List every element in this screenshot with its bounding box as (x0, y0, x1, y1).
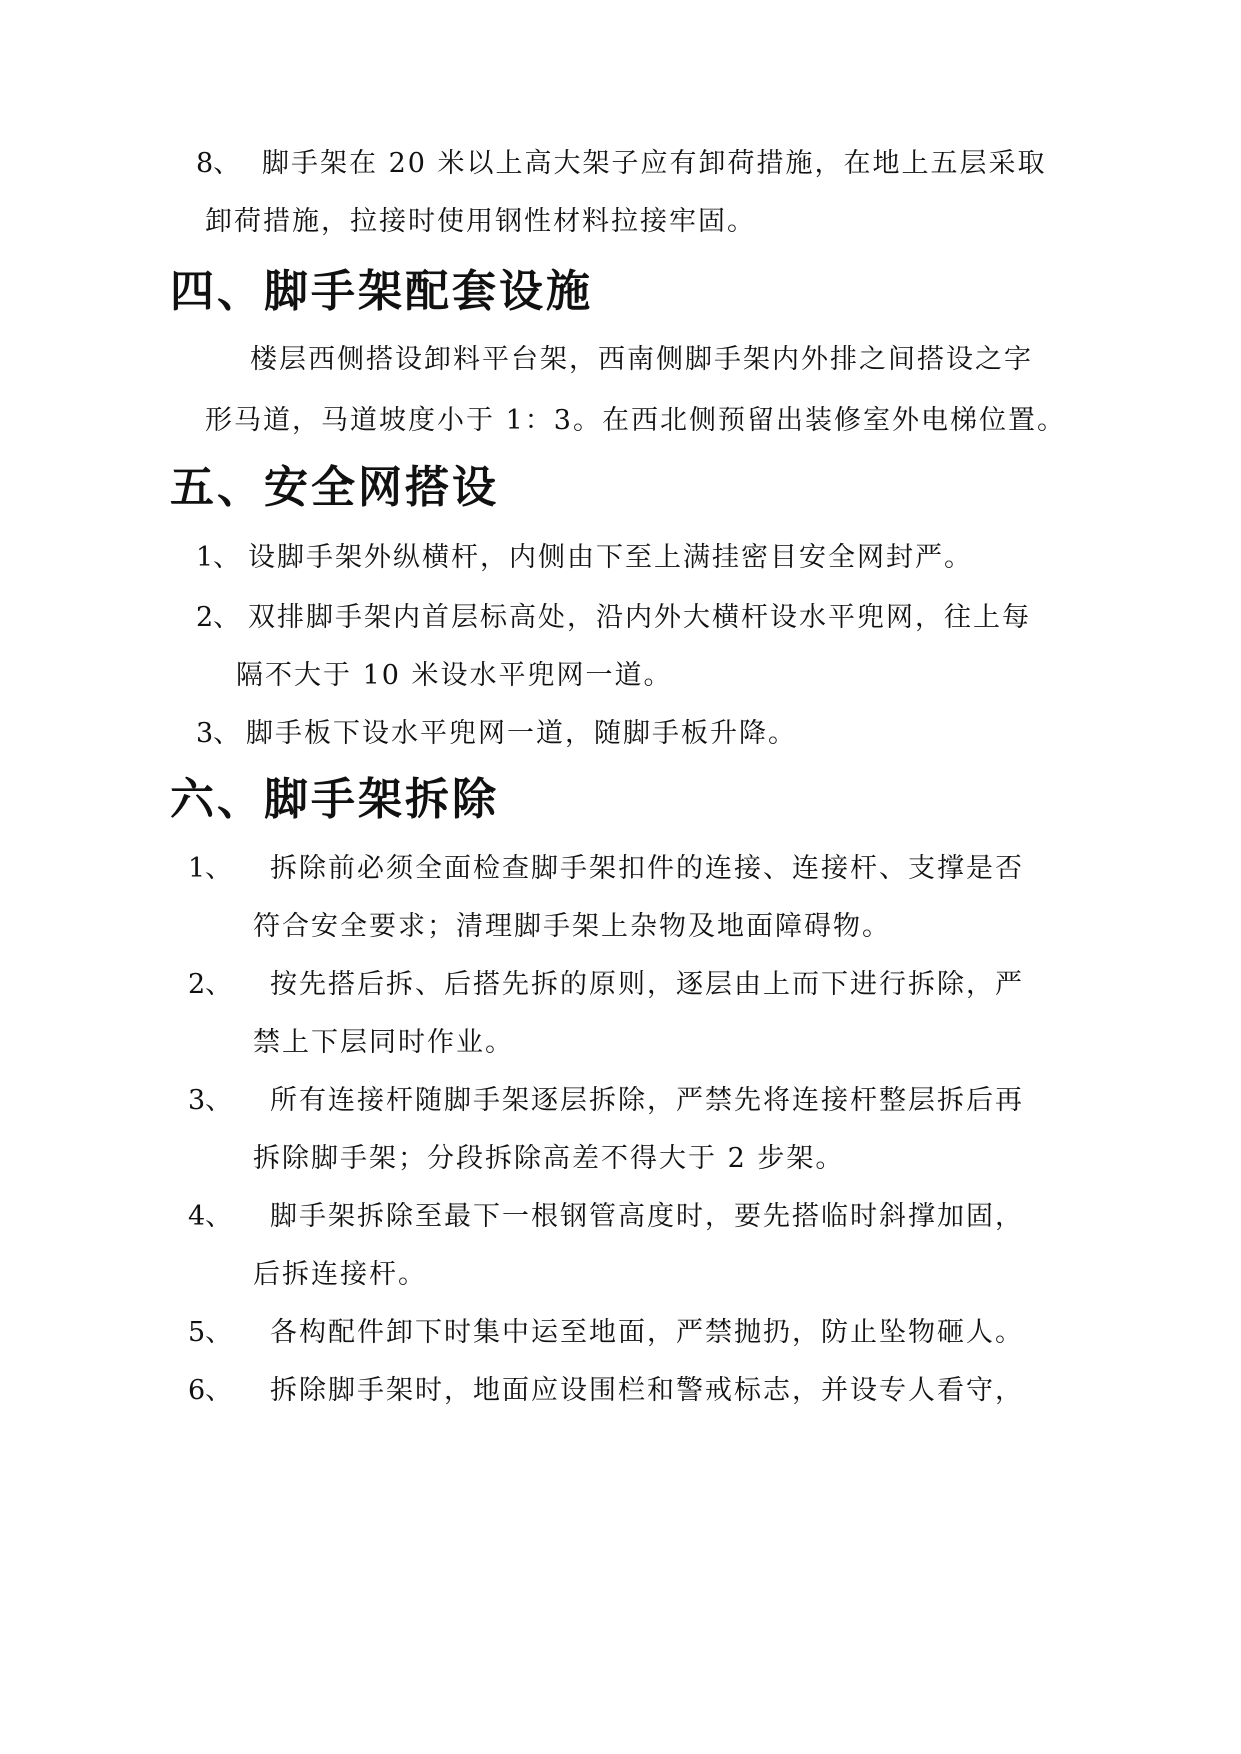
s6-item-6-line-1: 拆除脚手架时，地面应设围栏和警戒标志，并设专人看守， (270, 1375, 1024, 1406)
s6-item-4-number: 4、 (188, 1201, 233, 1232)
section-4-line-1: 楼层西侧搭设卸料平台架，西南侧脚手架内外排之间搭设之字 (250, 344, 1033, 375)
s6-item-5-line-1: 各构配件卸下时集中运至地面，严禁抛扔，防止坠物砸人。 (270, 1317, 1024, 1348)
item-8-line-2: 卸荷措施，拉接时使用钢性材料拉接牢固。 (205, 206, 756, 237)
item-8-line-1: 脚手架在 20 米以上高大架子应有卸荷措施，在地上五层采取 (262, 148, 1047, 179)
s6-item-3-line-2: 拆除脚手架；分段拆除高差不得大于 2 步架。 (253, 1143, 845, 1174)
s6-item-4-line-1: 脚手架拆除至最下一根钢管高度时，要先搭临时斜撑加固， (270, 1201, 1024, 1232)
s5-item-3-number: 3、 (196, 718, 241, 749)
s5-item-1-line-1: 设脚手架外纵横杆，内侧由下至上满挂密目安全网封严。 (248, 542, 973, 573)
s5-item-2-number: 2、 (196, 602, 241, 633)
s6-item-3-number: 3、 (188, 1085, 233, 1116)
section-4-heading: 四、脚手架配套设施 (170, 266, 593, 317)
section-5-heading: 五、安全网搭设 (170, 462, 499, 513)
s6-item-3-line-1: 所有连接杆随脚手架逐层拆除，严禁先将连接杆整层拆后再 (270, 1085, 1024, 1116)
s6-item-1-line-1: 拆除前必须全面检查脚手架扣件的连接、连接杆、支撑是否 (270, 853, 1024, 884)
s5-item-2-line-1: 双排脚手架内首层标高处，沿内外大横杆设水平兜网，往上每 (248, 602, 1031, 633)
s6-item-2-line-2: 禁上下层同时作业。 (253, 1027, 514, 1058)
s5-item-1-number: 1、 (196, 542, 241, 573)
section-4-line-2: 形马道，马道坡度小于 1：3。在西北侧预留出装修室外电梯位置。 (205, 405, 1066, 436)
s5-item-3-line-1: 脚手板下设水平兜网一道，随脚手板升降。 (246, 718, 797, 749)
s6-item-6-number: 6、 (188, 1375, 233, 1406)
s6-item-2-line-1: 按先搭后拆、后搭先拆的原则，逐层由上而下进行拆除，严 (270, 969, 1024, 1000)
s6-item-1-number: 1、 (188, 853, 233, 884)
s5-item-2-line-2: 隔不大于 10 米设水平兜网一道。 (236, 660, 673, 691)
s6-item-1-line-2: 符合安全要求；清理脚手架上杂物及地面障碍物。 (253, 911, 891, 942)
s6-item-4-line-2: 后拆连接杆。 (253, 1259, 427, 1290)
item-8-number: 8、 (196, 148, 241, 179)
s6-item-5-number: 5、 (188, 1317, 233, 1348)
section-6-heading: 六、脚手架拆除 (170, 774, 499, 825)
s6-item-2-number: 2、 (188, 969, 233, 1000)
